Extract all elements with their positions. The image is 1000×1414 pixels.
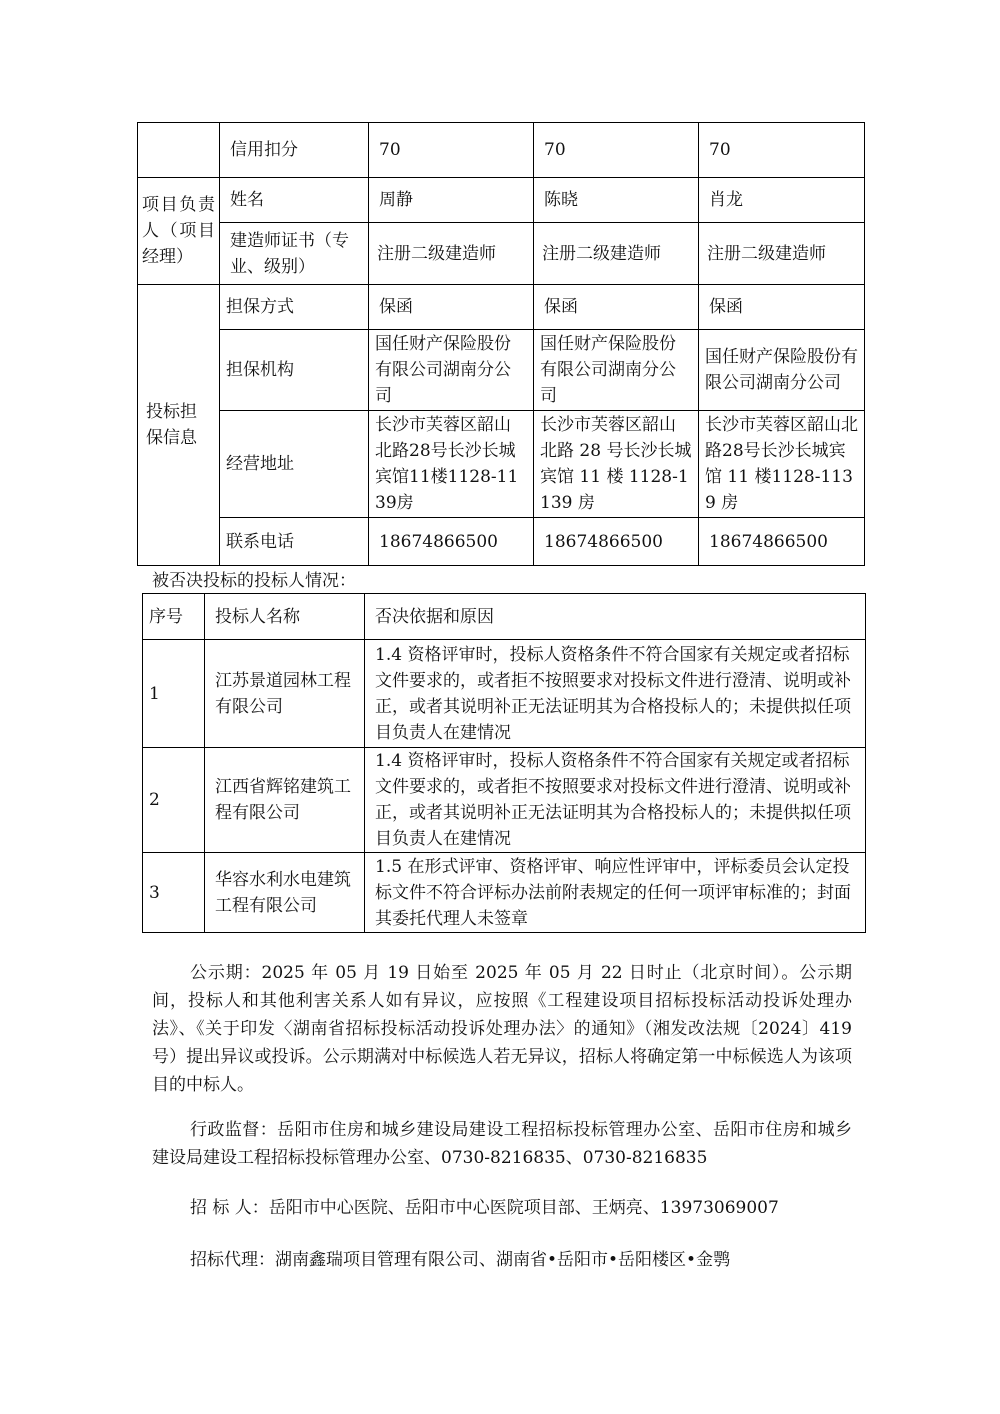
guarantee-institution: 国任财产保险股份有限公司湖南分公司 <box>369 330 534 411</box>
guarantee-phone: 18674866500 <box>369 518 534 566</box>
empty-cell <box>138 123 220 178</box>
guarantee-address-row <box>138 411 865 518</box>
credit-value: 70 <box>369 123 534 178</box>
credit-row <box>138 123 865 178</box>
rejection-reason: 1.4 资格评审时，投标人资格条件不符合国家有关规定或者招标文件要求的，或者拒不按照要求对投标文件进行澄清、说明或补正，或者其说明补正无法证明其为合格投标人的；未提供拟任项目负责人在建情况 <box>365 748 866 853</box>
name-label: 姓名 <box>220 178 369 223</box>
cert-label: 建造师证书（专业、级别） <box>220 223 369 285</box>
tenderer-info: 招 标 人：岳阳市中心医院、岳阳市中心医院项目部、王炳亮、13973069007 <box>190 1198 779 1218</box>
pm-name: 陈晓 <box>534 178 699 223</box>
rejected-bidders-table <box>142 593 866 933</box>
row-no: 3 <box>143 853 205 933</box>
table-row <box>143 853 866 933</box>
table-header-row <box>143 594 866 640</box>
bidder-name: 华容水利水电建筑工程有限公司 <box>205 853 365 933</box>
table-row <box>143 640 866 748</box>
pm-cert: 注册二级建造师 <box>534 223 699 285</box>
pm-cert: 注册二级建造师 <box>369 223 534 285</box>
pm-group-label: 项目负责人（项目经理） <box>138 178 220 285</box>
bidder-name: 江西省辉铭建筑工程有限公司 <box>205 748 365 853</box>
agent-info: 招标代理：湖南鑫瑞项目管理有限公司、湖南省•岳阳市•岳阳楼区•金鹗 <box>190 1250 731 1270</box>
column-header-no: 序号 <box>143 594 205 640</box>
row-no: 2 <box>143 748 205 853</box>
credit-value: 70 <box>534 123 699 178</box>
bid-info-table <box>137 122 865 566</box>
guarantee-address: 长沙市芙蓉区韶山北路28号长沙长城宾馆11楼1128-1139房 <box>369 411 534 518</box>
guarantee-address: 长沙市芙蓉区韶山北路 28 号长沙长城宾馆 11 楼 1128-1139 房 <box>534 411 699 518</box>
pm-name-row <box>138 178 865 223</box>
guarantee-method-row <box>138 285 865 330</box>
column-header-reason: 否决依据和原因 <box>365 594 866 640</box>
pm-name: 周静 <box>369 178 534 223</box>
rejection-reason: 1.4 资格评审时，投标人资格条件不符合国家有关规定或者招标文件要求的，或者拒不按照要求对投标文件进行澄清、说明或补正，或者其说明补正无法证明其为合格投标人的；未提供拟任项目负责人在建情况 <box>365 640 866 748</box>
guarantee-institution: 国任财产保险股份有限公司湖南分公司 <box>534 330 699 411</box>
rejected-bidders-caption: 被否决投标的投标人情况： <box>152 571 356 591</box>
pm-name: 肖龙 <box>699 178 865 223</box>
guarantee-phone: 18674866500 <box>699 518 865 566</box>
supervision-info: 行政监督：岳阳市住房和城乡建设局建设工程招标投标管理办公室、岳阳市住房和城乡建设局建设工程招标投标管理办公室、0730-8216835、0730-8216835 <box>152 1120 852 1168</box>
method-label: 担保方式 <box>220 285 369 330</box>
guarantee-address: 长沙市芙蓉区韶山北路28号长沙长城宾馆 11 楼1128-1139 房 <box>699 411 865 518</box>
guarantee-method: 保函 <box>534 285 699 330</box>
rejection-reason: 1.5 在形式评审、资格评审、响应性评审中，评标委员会认定投标文件不符合评标办法前附表规定的任何一项评审标准的；封面其委托代理人未签章 <box>365 853 866 933</box>
guarantee-group-label: 投标担保信息 <box>138 285 220 566</box>
pm-cert-row <box>138 223 865 285</box>
table-row <box>143 748 866 853</box>
institution-label: 担保机构 <box>220 330 369 411</box>
pm-cert: 注册二级建造师 <box>699 223 865 285</box>
guarantee-method: 保函 <box>699 285 865 330</box>
bidder-name: 江苏景道园林工程有限公司 <box>205 640 365 748</box>
credit-value: 70 <box>699 123 865 178</box>
row-no: 1 <box>143 640 205 748</box>
guarantee-method: 保函 <box>369 285 534 330</box>
address-label: 经营地址 <box>220 411 369 518</box>
guarantee-institution-row <box>138 330 865 411</box>
guarantee-institution: 国任财产保险股份有限公司湖南分公司 <box>699 330 865 411</box>
credit-label: 信用扣分 <box>220 123 369 178</box>
column-header-name: 投标人名称 <box>205 594 365 640</box>
guarantee-phone: 18674866500 <box>534 518 699 566</box>
publicity-notice: 公示期：2025 年 05 月 19 日始至 2025 年 05 月 22 日时止（北京时间）。公示期间，投标人和其他利害关系人如有异议，应按照《工程建设项目招标投标活动投诉处理办法》、《关于印发〈湖南省招标投标活动投诉处理办法〉的通知》（湘发改法规〔2024〕419 号）提出异议或投诉。公示期满对中标候选人若无异议，招标人将确定第一中标候选人为该项目的中标人。 <box>152 963 852 1095</box>
phone-label: 联系电话 <box>220 518 369 566</box>
guarantee-phone-row <box>138 518 865 566</box>
